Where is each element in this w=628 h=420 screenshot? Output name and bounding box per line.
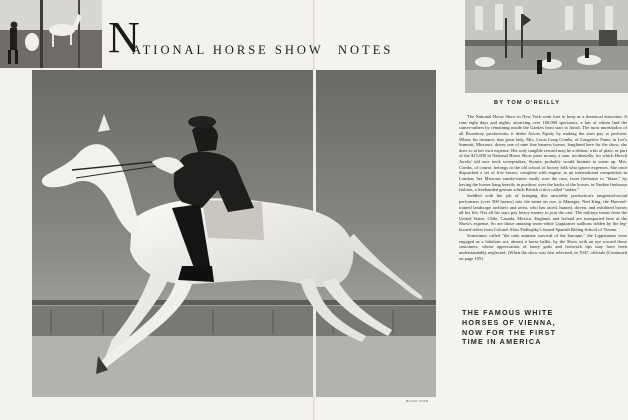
headline-notes: NOTES <box>338 43 394 57</box>
caption-line: HORSES OF VIENNA, <box>462 317 556 327</box>
caption-line: NOW FOR THE FIRST <box>462 327 557 337</box>
caption-line: TIME IN AMERICA <box>462 337 542 347</box>
article-paragraph: Saddled with the job of bringing this unwieldy production's tangential-social performers (over 500 horses) into the arena on cue, is Manager, Ned King, the Harvard-trained landscape architect and artist, who has raced, hunted, driven, and exhibited horses all his life. Not all his stars pay heavy money to join the cast. The military teams from the United States, Chile, Canada, Mexico, England, and Ireland are transported here at the Show's expense. So are those amazing snow-white Lippizaner stallions ridden by the leg-booted riders from Colonel Alois Podhajsky's famed Spanish Riding School of Vienna. <box>459 193 627 232</box>
main-photo <box>32 70 436 397</box>
top-right-photo <box>465 0 628 93</box>
photo-caption <box>462 308 582 347</box>
photo-credit: BLACK STAR <box>406 399 429 403</box>
article-body <box>459 114 627 294</box>
byline: BY TOM O'REILLY <box>494 100 561 106</box>
headline-text: ATIONAL HORSE SHOW <box>132 43 324 57</box>
headline-initial: N <box>108 13 140 62</box>
article-paragraph: Sometimes called "the only animate survival of the baroque," the Lippizaners were engaged as a fabulous act; almost a horse ballet, by the Show with an eye toward those customers, whose appreciation of fancy gaits and footwork tips may have been understandably neglected. (When the show was first televised, in 1947, officials (Continued on page 105) <box>459 233 627 261</box>
article-paragraph: The National Horse Show in New York went fore to keep as a theatrical attraction. It runs eight days and nights, attracting over 100,000 spectators, a fair of whom find the canter-rathers by remaining inside the Garden from start to finish. The most unorthodox of all Broadway productions, it dedes Actors Equity by making the stars pay to perform. When, for instance, that great lady, Mrs. Louis Long Combs, of Longview Farm, in Lee's Summit, Missouri, drives one of nine fine harness horses, longlined here for the show, she does so at her own expense. Her only tangible reward may be a ribbon, a bit of plate, or part of the $15,000 in National Horse Show prize money, a sum, incidentally, for which Hirsch Jacobs' old race track sweepstakes, Stymie, probably would hesitate to warm up. Mrs. Combs, of course, belongs to the old school of horsey folk who ignore expenses. She once dispatched a set of five horses, complete with engine, to an international competition in London; her Missouri smoke-eaters easily won the race, from firehouse to "blaze," by having the horses hang heavily in position, over the backs of the horses, in Yankee firehouse fashion, a freehanded gesture which British critics called "unfair." <box>459 114 627 193</box>
caption-line: THE FAMOUS WHITE <box>462 308 554 317</box>
headline <box>108 13 438 66</box>
top-left-photo <box>0 0 102 68</box>
